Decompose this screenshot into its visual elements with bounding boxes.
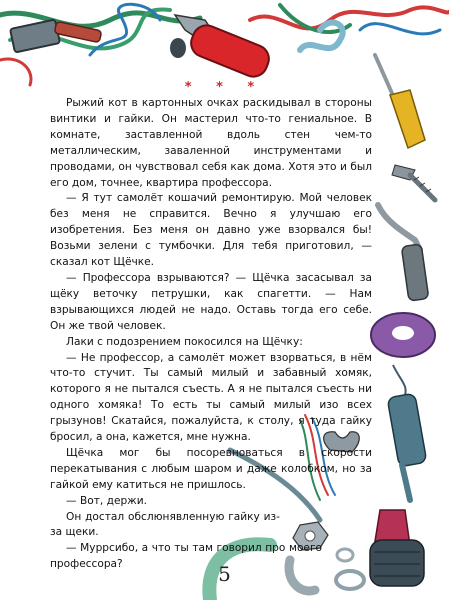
paragraph: — Профессора взрываются? — Щёчка засасывал за щёку веточку петрушки, как спагетти. — Нам взрывающихся людей не надо. Оставь тогда его себе. Он же твой человек. bbox=[50, 271, 372, 332]
paragraph: Лаки с подозрением покосился на Щёчку: bbox=[66, 335, 303, 348]
paragraph: — Вот, держи. bbox=[66, 494, 147, 507]
paragraph: Он достал обслюнявленную гайку из-за щеки. bbox=[50, 510, 280, 539]
page-number: 5 bbox=[218, 562, 231, 586]
paragraph: — Не профессор, а самолёт может взорваться, в нём что-то стучит. Ты самый милый и забавный хомяк, которого я не пытался съесть. А я не пытался съесть ни одного хомяка! То есть ты самый милый изо всех грызунов! Скатайся, пожалуйста, к столу, я туда гайку бросил, а она, кажется, мне нужна. bbox=[50, 351, 372, 444]
screw-icon bbox=[392, 165, 435, 200]
bolt-icon bbox=[387, 365, 427, 500]
washer-icon bbox=[371, 313, 435, 357]
story-text bbox=[50, 96, 372, 573]
paragraph: — Муррсибо, а что ты там говорил про моего профессора? bbox=[50, 542, 322, 571]
paragraph: — Я тут самолёт кошачий ремонтирую. Мой человек без меня не справится. Вечно я улучшаю его изобретения. Без меня он давно уже взорвался бы! Возьми зелени с тумбочки. Для тебя приготовил, — сказал кот Щёчке. bbox=[50, 192, 372, 269]
crank-wrench-icon bbox=[378, 205, 429, 301]
chapter-ornament: * * * bbox=[184, 80, 265, 95]
fire-extinguisher-icon bbox=[170, 15, 273, 81]
screwdriver-icon bbox=[375, 55, 425, 148]
paragraph: Рыжий кот в картонных очках раскидывал в стороны винтики и гайки. Он мастерил что-то гениальное. В комнате, заставленной вдоль стен чем-то металлическим, заваленной инструментами и проводами, он чувствовал себя как дома. Хотя это и был его дом, точнее, квартира профессора. bbox=[50, 97, 372, 189]
paragraph: Щёчка мог бы посоревноваться в скорости перекатывания с любым шаром и даже колобком, но за гайкой ему катиться не пришлось. bbox=[50, 446, 372, 491]
